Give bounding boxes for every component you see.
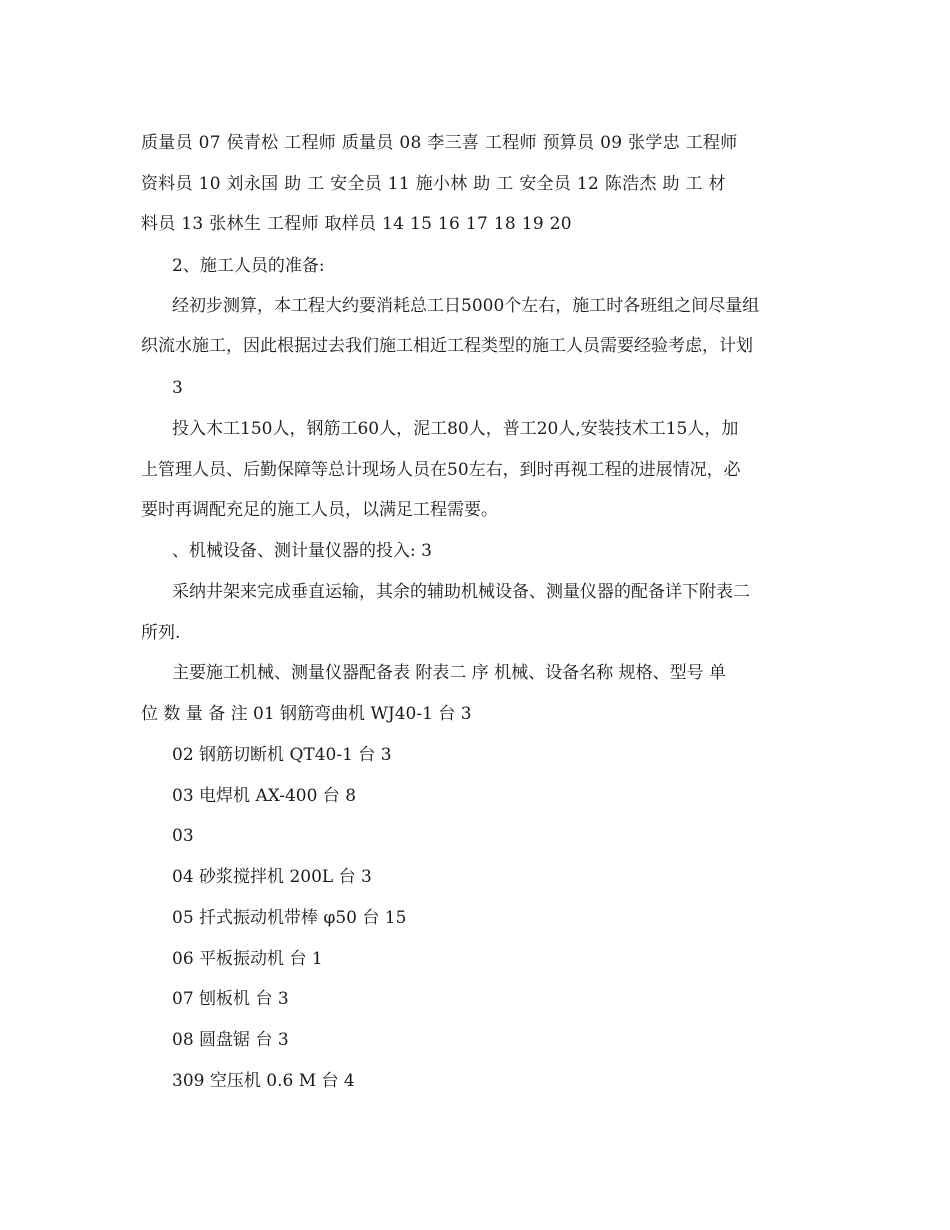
text-line: 3 — [172, 378, 183, 398]
equipment-row: 07 刨板机 台 3 — [172, 989, 289, 1009]
text-line: 所列. — [141, 623, 181, 643]
text-line: 经初步测算，本工程大约要消耗总工日5000个左右，施工时各班组之间尽量组 — [172, 296, 760, 316]
equipment-row: 02 钢筋切断机 QT40-1 台 3 — [172, 745, 392, 765]
equipment-row: 03 电焊机 AX-400 台 8 — [172, 786, 357, 806]
equipment-row: 04 砂浆搅拌机 200L 台 3 — [172, 867, 372, 887]
equipment-row: 08 圆盘锯 台 3 — [172, 1030, 289, 1050]
equipment-row: 06 平板振动机 台 1 — [172, 949, 323, 969]
text-line: 上管理人员、后勤保障等总计现场人员在50左右，到时再视工程的进展情况，必 — [141, 460, 741, 480]
equipment-row: 03 — [172, 826, 194, 846]
text-line: 织流水施工，因此根据过去我们施工相近工程类型的施工人员需要经验考虑，计划 — [141, 336, 753, 356]
equipment-row: 05 扦式振动机带棒 φ50 台 15 — [172, 908, 407, 928]
text-line: 资料员 10 刘永国 助 工 安全员 11 施小林 助 工 安全员 12 陈浩杰 助 工 材 — [141, 174, 726, 194]
text-line: 料员 13 张林生 工程师 取样员 14 15 16 17 18 19 20 — [141, 214, 572, 234]
text-line: 位 数 量 备 注 01 钢筋弯曲机 WJ40-1 台 3 — [141, 704, 472, 724]
text-line: 采纳井架来完成垂直运输，其余的辅助机械设备、测量仪器的配备详下附表二 — [172, 582, 750, 602]
text-line: 投入木工150人，钢筋工60人，泥工80人，普工20人,安装技术工15人，加 — [172, 419, 739, 439]
text-line: 要时再调配充足的施工人员，以满足工程需要。 — [141, 500, 498, 520]
text-line: 主要施工机械、测量仪器配备表 附表二 序 机械、设备名称 规格、型号 单 — [172, 663, 727, 683]
text-line: 质量员 07 侯青松 工程师 质量员 08 李三喜 工程师 预算员 09 张学忠 工程师 — [141, 133, 738, 153]
section-heading: 、机械设备、测计量仪器的投入: 3 — [172, 541, 432, 561]
equipment-row: 309 空压机 0.6 M 台 4 — [172, 1071, 355, 1091]
section-heading: 2、施工人员的准备: — [172, 256, 325, 276]
